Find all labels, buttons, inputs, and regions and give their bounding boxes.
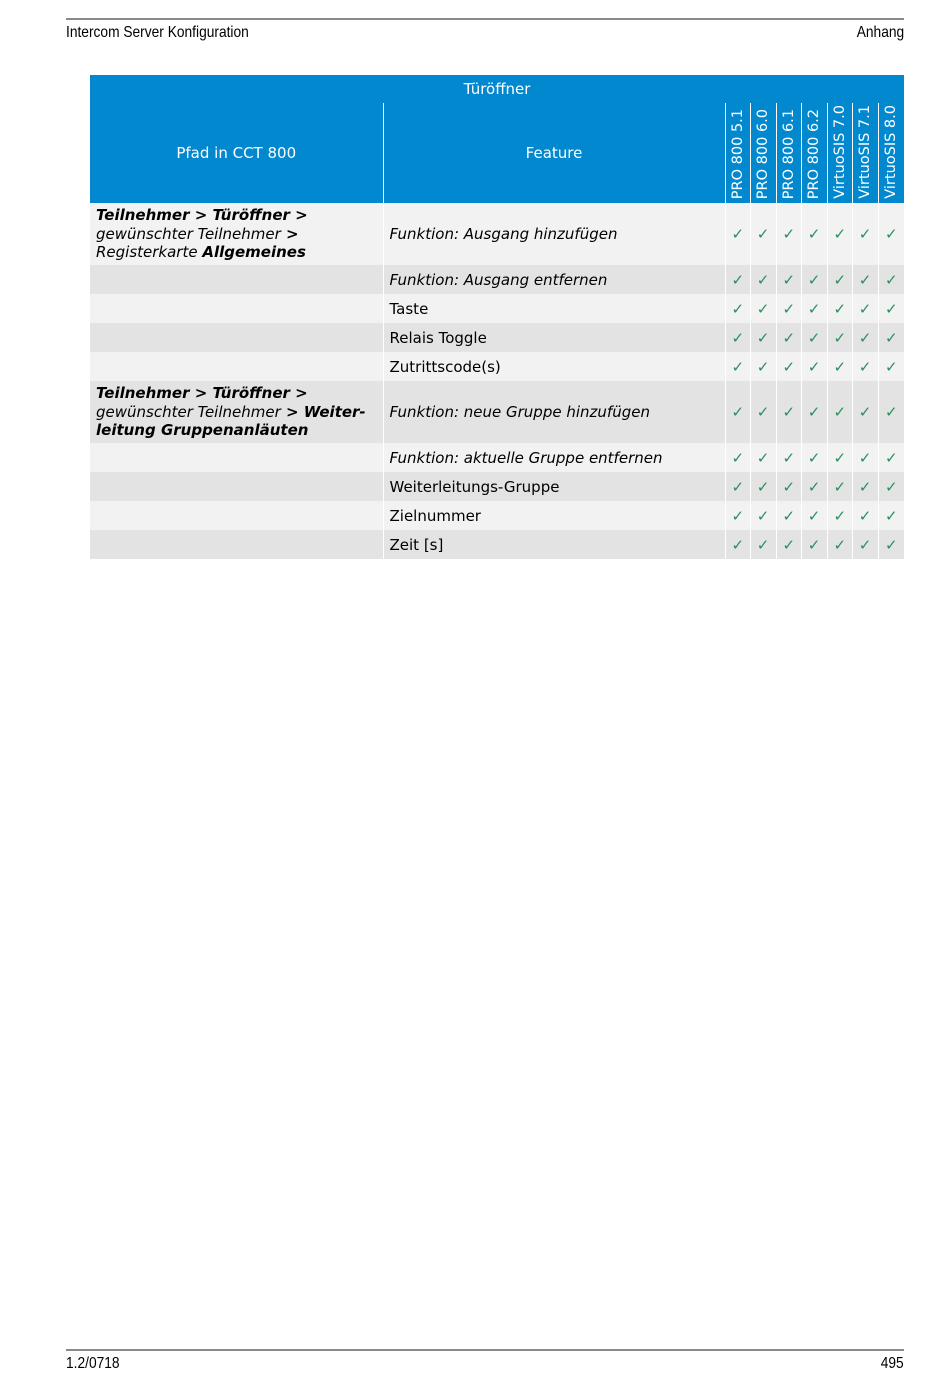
path-cell xyxy=(90,352,383,381)
path-cell xyxy=(90,443,383,472)
header-right-section: Anhang xyxy=(856,24,904,41)
check-mark: ✓ xyxy=(878,530,904,559)
check-mark: ✓ xyxy=(776,472,801,501)
version-label: PRO 800 6.1 xyxy=(780,108,797,199)
check-mark: ✓ xyxy=(801,294,827,323)
check-mark: ✓ xyxy=(750,530,776,559)
check-mark: ✓ xyxy=(852,323,878,352)
check-mark: ✓ xyxy=(725,530,750,559)
version-label: VirtuoSIS 8.0 xyxy=(883,105,900,199)
feature-cell: Funktion: Ausgang entfernen xyxy=(383,265,725,294)
check-mark: ✓ xyxy=(750,323,776,352)
check-mark: ✓ xyxy=(750,265,776,294)
check-mark: ✓ xyxy=(801,265,827,294)
table-row xyxy=(90,352,904,381)
footer-rule xyxy=(66,1349,904,1351)
check-mark: ✓ xyxy=(725,265,750,294)
path-cell xyxy=(90,472,383,501)
column-header-feature: Feature xyxy=(383,103,725,203)
check-mark: ✓ xyxy=(878,472,904,501)
path-cell: Teilnehmer > Türöffner > gewünschter Teilnehmer > Weiter- leitung Gruppenanläuten xyxy=(90,381,383,443)
feature-cell: Funktion: aktuelle Gruppe entfernen xyxy=(383,443,725,472)
footer-page-number: 495 xyxy=(881,1355,904,1372)
feature-cell: Taste xyxy=(383,294,725,323)
version-header xyxy=(776,103,801,203)
check-mark: ✓ xyxy=(801,501,827,530)
check-mark: ✓ xyxy=(878,294,904,323)
check-mark: ✓ xyxy=(776,265,801,294)
check-mark: ✓ xyxy=(776,381,801,443)
table-row xyxy=(90,203,904,265)
check-mark: ✓ xyxy=(750,381,776,443)
table-row xyxy=(90,265,904,294)
path-cell xyxy=(90,530,383,559)
check-mark: ✓ xyxy=(878,265,904,294)
check-mark: ✓ xyxy=(827,381,852,443)
check-mark: ✓ xyxy=(725,352,750,381)
feature-cell: Zutrittscode(s) xyxy=(383,352,725,381)
feature-cell: Weiterleitungs-Gruppe xyxy=(383,472,725,501)
check-mark: ✓ xyxy=(852,294,878,323)
check-mark: ✓ xyxy=(801,203,827,265)
check-mark: ✓ xyxy=(776,501,801,530)
table-row xyxy=(90,472,904,501)
table-row xyxy=(90,294,904,323)
check-mark: ✓ xyxy=(878,443,904,472)
check-mark: ✓ xyxy=(827,443,852,472)
feature-table xyxy=(90,75,904,559)
check-mark: ✓ xyxy=(776,203,801,265)
check-mark: ✓ xyxy=(801,472,827,501)
feature-cell: Zeit [s] xyxy=(383,530,725,559)
check-mark: ✓ xyxy=(827,472,852,501)
version-header xyxy=(801,103,827,203)
version-label: VirtuoSIS 7.1 xyxy=(857,105,873,199)
path-cell xyxy=(90,323,383,352)
check-mark: ✓ xyxy=(725,294,750,323)
check-mark: ✓ xyxy=(725,203,750,265)
check-mark: ✓ xyxy=(725,501,750,530)
check-mark: ✓ xyxy=(776,294,801,323)
check-mark: ✓ xyxy=(776,530,801,559)
check-mark: ✓ xyxy=(725,443,750,472)
check-mark: ✓ xyxy=(852,203,878,265)
path-cell xyxy=(90,265,383,294)
check-mark: ✓ xyxy=(827,323,852,352)
check-mark: ✓ xyxy=(878,203,904,265)
table-row xyxy=(90,381,904,443)
check-mark: ✓ xyxy=(852,265,878,294)
version-header xyxy=(827,103,852,203)
feature-cell: Funktion: neue Gruppe hinzufügen xyxy=(383,381,725,443)
check-mark: ✓ xyxy=(750,294,776,323)
check-mark: ✓ xyxy=(878,323,904,352)
check-mark: ✓ xyxy=(801,352,827,381)
check-mark: ✓ xyxy=(750,501,776,530)
check-mark: ✓ xyxy=(750,472,776,501)
check-mark: ✓ xyxy=(827,294,852,323)
check-mark: ✓ xyxy=(852,472,878,501)
table-row xyxy=(90,323,904,352)
check-mark: ✓ xyxy=(750,352,776,381)
check-mark: ✓ xyxy=(776,323,801,352)
feature-cell: Zielnummer xyxy=(383,501,725,530)
check-mark: ✓ xyxy=(827,265,852,294)
check-mark: ✓ xyxy=(725,323,750,352)
check-mark: ✓ xyxy=(852,381,878,443)
header-left-title: Intercom Server Konfiguration xyxy=(66,24,249,41)
version-header xyxy=(878,103,904,203)
check-mark: ✓ xyxy=(852,443,878,472)
check-mark: ✓ xyxy=(750,203,776,265)
check-mark: ✓ xyxy=(801,323,827,352)
path-cell xyxy=(90,294,383,323)
check-mark: ✓ xyxy=(801,443,827,472)
check-mark: ✓ xyxy=(852,501,878,530)
version-label: PRO 800 5.1 xyxy=(729,108,746,199)
feature-cell: Funktion: Ausgang hinzufügen xyxy=(383,203,725,265)
check-mark: ✓ xyxy=(878,381,904,443)
check-mark: ✓ xyxy=(776,443,801,472)
check-mark: ✓ xyxy=(776,352,801,381)
check-mark: ✓ xyxy=(827,501,852,530)
table-row xyxy=(90,530,904,559)
check-mark: ✓ xyxy=(852,352,878,381)
check-mark: ✓ xyxy=(750,443,776,472)
footer-version: 1.2/0718 xyxy=(66,1355,120,1372)
check-mark: ✓ xyxy=(801,381,827,443)
table-title: Türöffner xyxy=(90,75,904,103)
check-mark: ✓ xyxy=(801,530,827,559)
header-rule xyxy=(66,18,904,20)
check-mark: ✓ xyxy=(725,381,750,443)
version-label: VirtuoSIS 7.0 xyxy=(831,105,848,199)
table-row xyxy=(90,443,904,472)
check-mark: ✓ xyxy=(827,203,852,265)
version-header xyxy=(852,103,878,203)
check-mark: ✓ xyxy=(725,472,750,501)
version-label: PRO 800 6.2 xyxy=(806,108,822,199)
feature-cell: Relais Toggle xyxy=(383,323,725,352)
version-label: PRO 800 6.0 xyxy=(755,108,771,199)
check-mark: ✓ xyxy=(827,530,852,559)
path-cell xyxy=(90,501,383,530)
check-mark: ✓ xyxy=(878,352,904,381)
path-cell: Teilnehmer > Türöffner > gewünschter Teilnehmer > Registerkarte Allgemeines xyxy=(90,203,383,265)
version-header xyxy=(725,103,750,203)
check-mark: ✓ xyxy=(878,501,904,530)
version-header xyxy=(750,103,776,203)
column-header-path: Pfad in CCT 800 xyxy=(90,103,383,203)
table-row xyxy=(90,501,904,530)
check-mark: ✓ xyxy=(827,352,852,381)
check-mark: ✓ xyxy=(852,530,878,559)
